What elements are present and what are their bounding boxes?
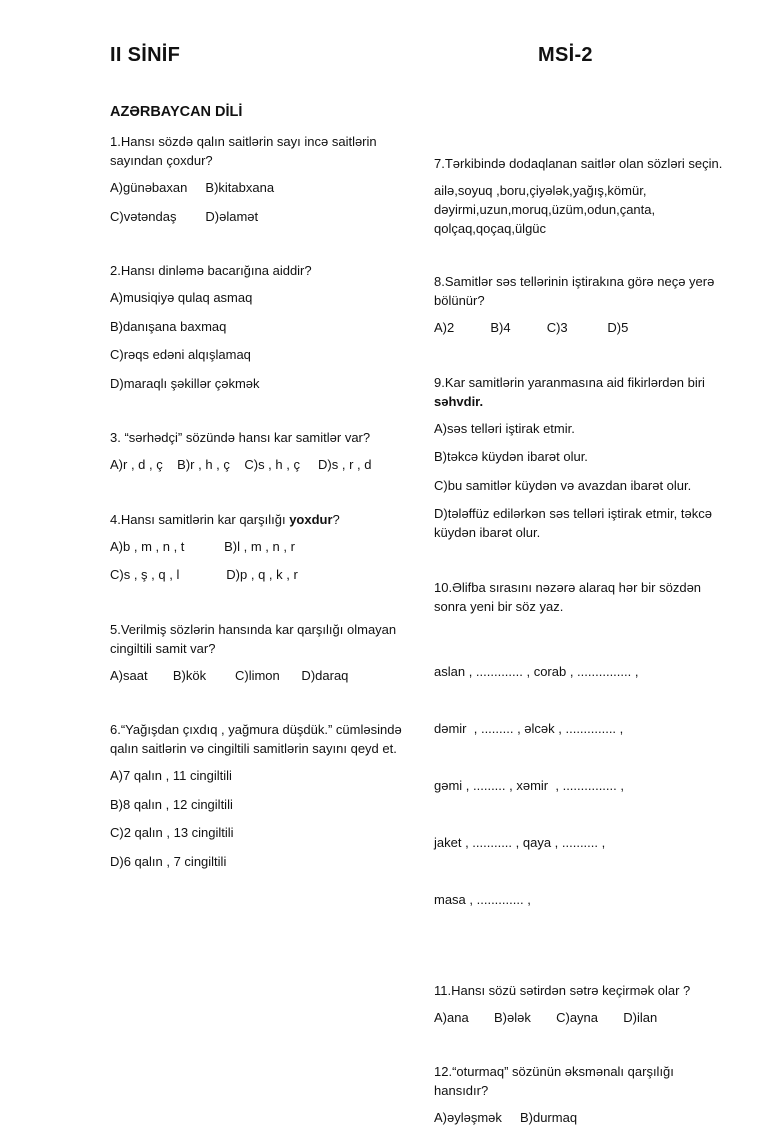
emphasis-word: səhvdir. <box>434 393 484 409</box>
question-10 <box>434 578 724 947</box>
question-text: 6.“Yağışdan çıxdıq , yağmura düşdük.” cümləsində qalın saitlərin və cingiltili samitlərin sayını qeyd et. <box>110 722 402 756</box>
subject-title: AZƏRBAYCAN DİLİ <box>110 104 243 120</box>
answer-option: C)rəqs edəni alqışlamaq <box>110 347 251 362</box>
emphasis-word: yoxdur <box>289 511 333 527</box>
fill-line: gəmi , ......... , xəmir , ............... , <box>434 777 624 793</box>
question-5 <box>110 620 410 685</box>
answer-option: B)danışana baxmaq <box>110 318 227 334</box>
answer-options: A)əyləşmək B)durmaq <box>434 1110 578 1125</box>
question-text: 1.Hansı sözdə qalın saitlərin sayı incə saitlərin sayından çoxdur? <box>110 134 377 168</box>
answer-options: A)2 B)4 C)3 D)5 <box>434 320 629 335</box>
answer-option: C)bu samitlər küydən və avazdan ibarət olur. <box>434 477 692 493</box>
question-8 <box>434 272 724 337</box>
question-text: 4.Hansı samitlərin kar qarşılığı yoxdur? <box>110 511 340 527</box>
answer-option: A)səs telləri iştirak etmir. <box>434 420 575 436</box>
question-text: 7.Tərkibində dodaqlanan saitlər olan sözləri seçin. <box>434 156 723 171</box>
question-text: 11.Hansı sözü sətirdən sətrə keçirmək olar ? <box>434 982 691 998</box>
answer-options: A)r , d , ç B)r , h , ç C)s , h , ç D)s , r , d <box>110 457 372 472</box>
question-11 <box>434 981 724 1027</box>
fill-line: masa , ............. , <box>434 891 531 907</box>
answer-options: A)günəbaxan B)kitabxana <box>110 180 275 195</box>
question-text: 9.Kar samitlərin yaranmasına aid fikirlərdən biri səhvdir. <box>434 374 705 409</box>
question-text: 3. “sərhədçi” sözündə hansı kar samitlər var? <box>110 430 371 445</box>
question-4 <box>110 510 410 585</box>
question-text: 12.“oturmaq” sözünün əksmənalı qarşılığı hansıdır? <box>434 1064 674 1098</box>
answer-option: A)musiqiyə qulaq asmaq <box>110 290 253 305</box>
question-1 <box>110 132 410 226</box>
answer-options: C)vətəndaş D)əlamət <box>110 208 259 224</box>
fill-line: aslan , ............. , corab , ............... , <box>434 663 639 679</box>
word-list: ailə,soyuq ,boru,çiyələk,yağış,kömür, dəyirmi,uzun,moruq,üzüm,odun,çanta, qolçaq,qoçaq,ülgüc <box>434 183 656 236</box>
right-column <box>434 154 724 1137</box>
answer-option: B)8 qalın , 12 cingiltili <box>110 796 233 812</box>
answer-option: D)6 qalın , 7 cingiltili <box>110 853 227 869</box>
question-12 <box>434 1062 724 1127</box>
answer-options: A)b , m , n , t B)l , m , n , r <box>110 538 295 554</box>
question-7 <box>434 154 724 238</box>
left-column <box>110 132 410 880</box>
answer-options: C)s , ş , q , l D)p , q , k , r <box>110 567 298 582</box>
worksheet-code: MSİ-2 <box>538 44 593 66</box>
fill-in-lines <box>434 624 724 947</box>
answer-option: D)maraqlı şəkillər çəkmək <box>110 375 260 391</box>
answer-options: A)saat B)kök C)limon D)daraq <box>110 667 349 683</box>
question-text: 2.Hansı dinləmə bacarığına aiddir? <box>110 263 312 278</box>
answer-option: D)tələffüz edilərkən səs telləri iştirak etmir, təkcə küydən ibarət olur. <box>434 506 712 540</box>
fill-line: dəmir , ......... , əlcək , .............. , <box>434 720 624 736</box>
answer-option: B)təkcə küydən ibarət olur. <box>434 449 588 464</box>
grade-heading: II SİNİF <box>110 44 181 66</box>
question-text: 10.Əlifba sırasını nəzərə alaraq hər bir sözdən sonra yeni bir söz yaz. <box>434 579 702 614</box>
question-text: 5.Verilmiş sözlərin hansında kar qarşılığı olmayan cingiltili samit var? <box>110 621 397 656</box>
answer-option: C)2 qalın , 13 cingiltili <box>110 825 234 840</box>
answer-option: A)7 qalın , 11 cingiltili <box>110 768 232 783</box>
question-text: 8.Samitlər səs tellərinin iştirakına görə neçə yerə bölünür? <box>434 274 715 308</box>
fill-line: jaket , ........... , qaya , .......... , <box>434 834 606 850</box>
question-2 <box>110 261 410 393</box>
question-9 <box>434 373 724 543</box>
answer-options: A)ana B)ələk C)ayna D)ilan <box>434 1009 658 1025</box>
question-3 <box>110 428 410 474</box>
question-6 <box>110 720 410 871</box>
